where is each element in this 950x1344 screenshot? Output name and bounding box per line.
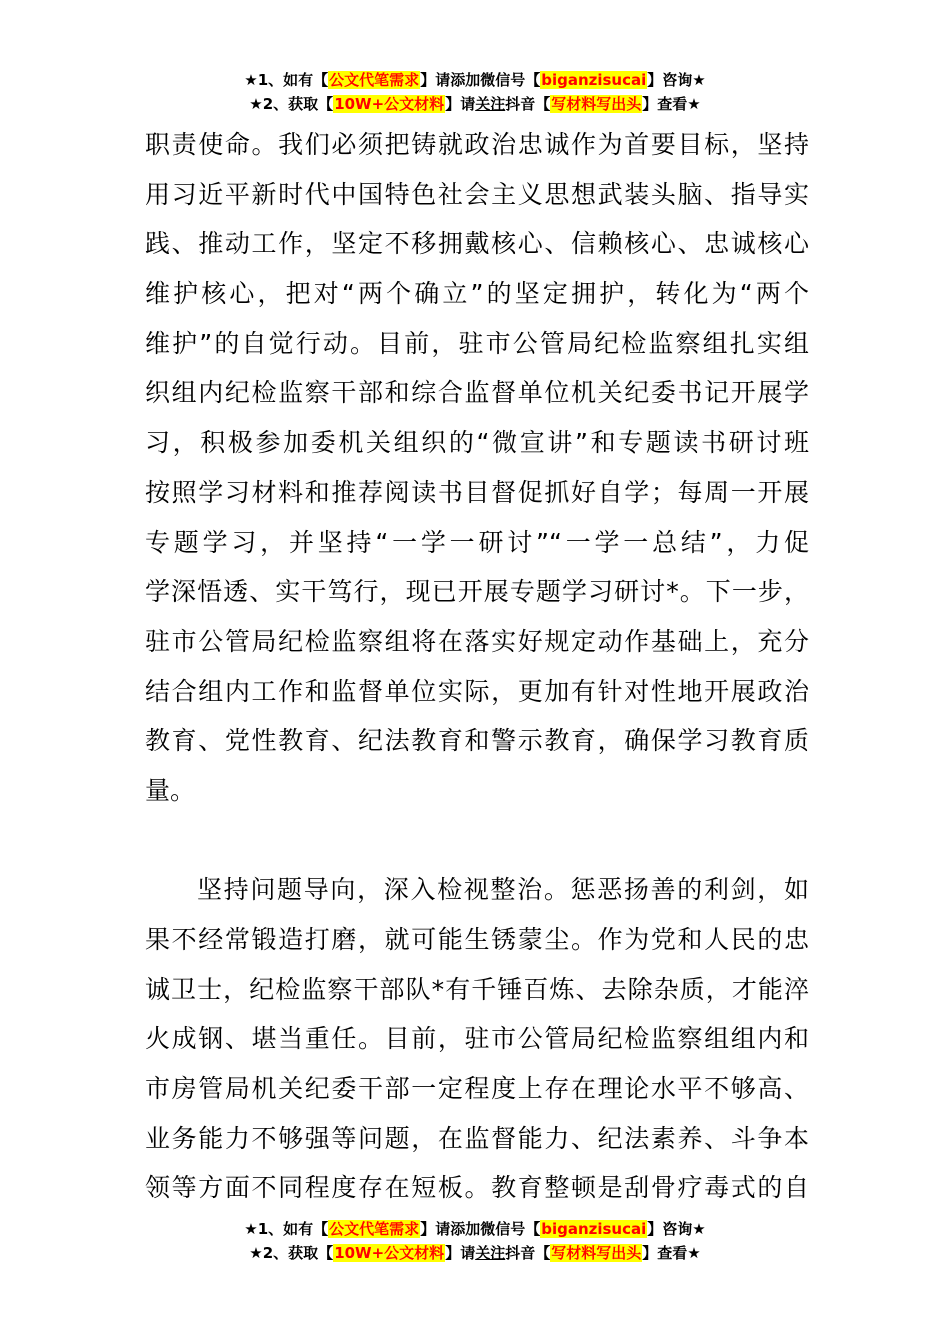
highlight-service: 公文代笔需求 [329,71,420,89]
paragraph-line: 维护核心，把对“两个确立”的坚定拥护，转化为“两个 [145,279,809,309]
document-body [145,120,809,1213]
paragraph-gap [145,816,809,866]
highlight-wechat-id: biganzisucai [541,71,647,89]
paragraph-line: 教育、党性教育、纪法教育和警示教育，确保学习教育质 [145,726,809,756]
highlight-wechat-id: biganzisucai [541,1220,647,1238]
paragraph-line: 业务能力不够强等问题，在监督能力、纪法素养、斗争本 [145,1123,809,1153]
paragraph-line: 学深悟透、实干笃行，现已开展专题学习研讨*。下一步， [145,577,809,607]
paragraph-line: 诚卫士，纪检监察干部队*有千锤百炼、去除杂质，才能淬 [145,974,809,1004]
paragraph-line: 结合组内工作和监督单位实际，更加有针对性地开展政治 [145,676,809,706]
banner-line-2: ★2、获取【10W+公文材料】请关注抖音【写材料写出头】查看★ [249,95,701,113]
paragraph-line: 践、推动工作，坚定不移拥戴核心、信赖核心、忠诚核心 [145,229,809,259]
paragraph-line: 用习近平新时代中国特色社会主义思想武装头脑、指导实 [145,179,809,209]
paragraph-line: 习，积极参加委机关组织的“微宣讲”和专题读书研讨班 [145,428,809,458]
paragraph-line: 火成钢、堪当重任。目前，驻市公管局纪检监察组组内和 [145,1024,809,1054]
paragraph-line: 领等方面不同程度存在短板。教育整顿是刮骨疗毒式的自 [145,1173,809,1203]
paragraph-line: 量。 [145,775,196,805]
highlight-douyin-account: 写材料写出头 [551,1244,642,1262]
paragraph-line: 专题学习，并坚持“一学一研讨”“一学一总结”，力促 [145,527,809,557]
paragraph-line: 坚持问题导向，深入检视整治。惩恶扬善的利剑，如 [197,875,809,905]
paragraph-line: 驻市公管局纪检监察组将在落实好规定动作基础上，充分 [145,626,809,656]
header-banner [0,68,950,116]
paragraph-line: 维护”的自觉行动。目前，驻市公管局纪检监察组扎实组 [145,328,809,358]
paragraph-line: 织组内纪检监察干部和综合监督单位机关纪委书记开展学 [145,378,809,408]
highlight-materials: 10W+公文材料 [334,1244,445,1262]
paragraph-line: 果不经常锻造打磨，就可能生锈蒙尘。作为党和人民的忠 [145,925,809,954]
highlight-douyin-account: 写材料写出头 [551,95,642,113]
paragraph-2 [145,865,809,1213]
highlight-service: 公文代笔需求 [329,1220,420,1238]
banner-line-2: ★2、获取【10W+公文材料】请关注抖音【写材料写出头】查看★ [249,1244,701,1262]
paragraph-1 [145,120,809,816]
footer-banner [0,1217,950,1265]
banner-line-1: ★1、如有【公文代笔需求】请添加微信号【biganzisucai】咨询★ [244,71,706,89]
paragraph-line: 按照学习材料和推荐阅读书目督促抓好自学；每周一开展 [145,477,809,507]
highlight-materials: 10W+公文材料 [334,95,445,113]
paragraph-line: 职责使命。我们必须把铸就政治忠诚作为首要目标，坚持 [145,130,809,159]
banner-line-1: ★1、如有【公文代笔需求】请添加微信号【biganzisucai】咨询★ [244,1220,706,1238]
paragraph-line: 市房管局机关纪委干部一定程度上存在理论水平不够高、 [145,1074,809,1104]
